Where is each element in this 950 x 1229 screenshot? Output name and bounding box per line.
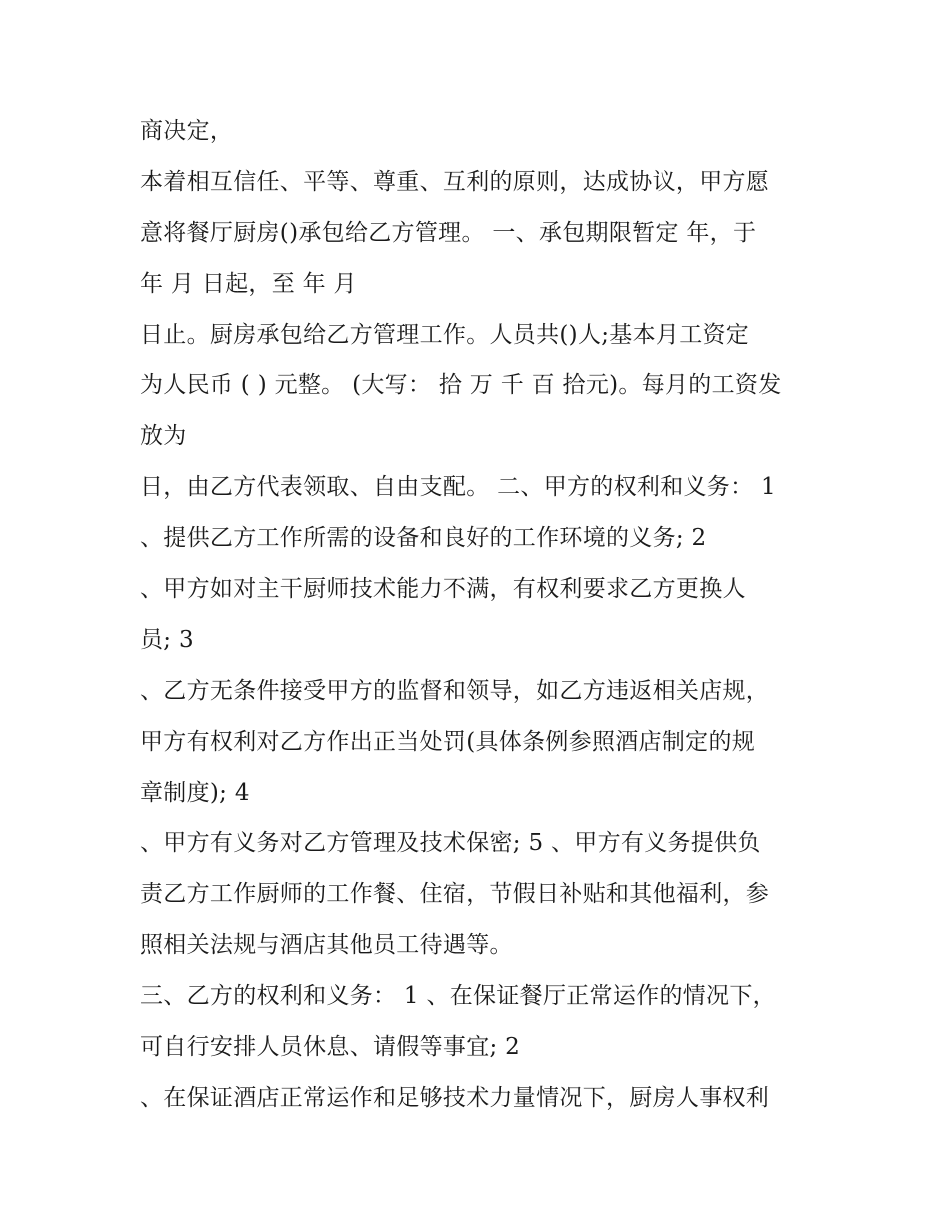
text-line: 本着相互信任、平等、尊重、互利的原则，达成协议，甲方愿 [140, 168, 770, 195]
text-line: 意将餐厅厨房()承包给乙方管理。 一、承包期限暂定 年，于 [140, 219, 757, 246]
text-line: 照相关法规与酒店其他员工待遇等。 [140, 932, 513, 959]
text-line: 、甲方有义务对乙方管理及技术保密; 5 、甲方有义务提供负 [140, 830, 761, 857]
text-line: 、甲方如对主干厨师技术能力不满，有权利要求乙方更换人 [140, 576, 746, 603]
text-line: 、提供乙方工作所需的设备和良好的工作环境的义务; 2 [140, 525, 707, 552]
text-line: 责乙方工作厨师的工作餐、住宿，节假日补贴和其他福利，参 [140, 881, 770, 908]
text-line: 日，由乙方代表领取、自由支配。 二、甲方的权利和义务： 1 [140, 474, 776, 501]
text-line: 放为 [140, 423, 187, 450]
text-line: 、乙方无条件接受甲方的监督和领导，如乙方违返相关店规， [140, 677, 770, 704]
text-line: 为人民币 ( ) 元整。 (大写： 拾 万 千 百 拾元)。每月的工资发 [140, 372, 782, 399]
text-line: 年 月 日起，至 年 月 [140, 270, 357, 297]
text-line: 三、乙方的权利和义务： 1 、在保证餐厅正常运作的情况下， [140, 983, 776, 1010]
text-line: 日止。厨房承包给乙方管理工作。人员共()人;基本月工资定 [140, 321, 750, 348]
text-line: 商决定， [140, 118, 234, 144]
text-line: 甲方有权利对乙方作出正当处罚(具体条例参照酒店制定的规 [140, 728, 756, 755]
text-line: 员; 3 [140, 626, 194, 653]
text-line: 章制度); 4 [140, 779, 250, 806]
text-line: 、在保证酒店正常运作和足够技术力量情况下，厨房人事权利 [140, 1084, 770, 1111]
text-line: 可自行安排人员休息、请假等事宜; 2 [140, 1034, 521, 1061]
document-body [140, 106, 820, 1124]
